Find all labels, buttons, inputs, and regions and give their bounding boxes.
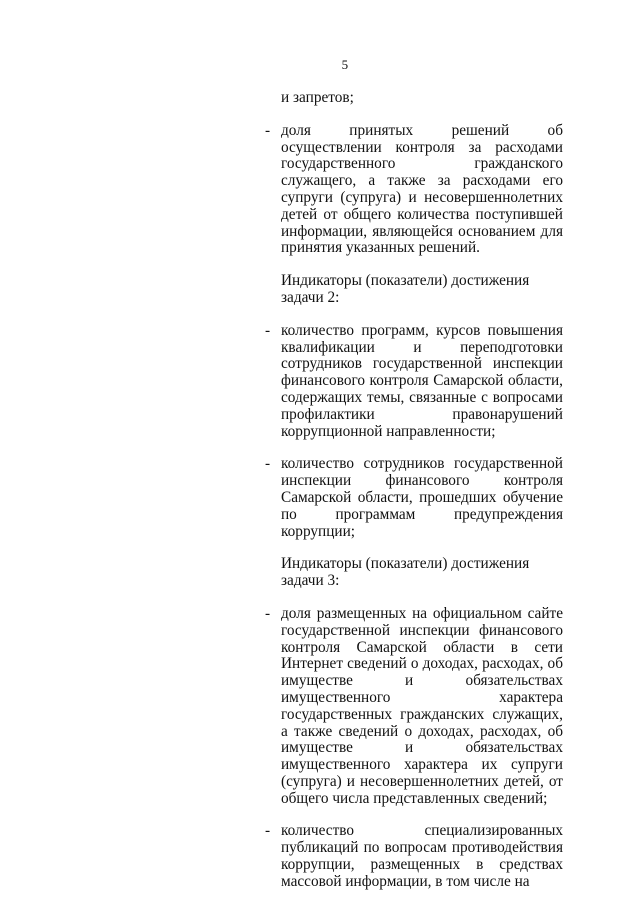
list-item-text: количество специализированных публикаций по вопросам противодействия коррупции, размещенных в средствах массовой информации, в том числе на <box>281 822 563 890</box>
document-body <box>265 90 563 907</box>
list-item <box>265 456 563 540</box>
list-item <box>265 123 563 257</box>
dash-bullet: - <box>265 604 271 622</box>
list-item-text: количество программ, курсов повышения квалификации и переподготовки сотрудников государственной инспекции финансового контроля Самарской области, содержащих темы, связанные с вопросами профилактики правонарушений коррупционной направленности; <box>281 321 563 440</box>
list-item-text: количество сотрудников государственной инспекции финансового контроля Самарской области, прошедших обучение по программам предупреждения коррупции; <box>281 455 563 540</box>
list-item <box>265 606 563 808</box>
list-item-text: доля принятых решений об осуществлении контроля за расходами государственного гражданского служащего, а также за расходами его супруги (супруга) и несовершеннолетних детей от общего количества поступившей информации, являющейся основанием для принятия указанных решений. <box>281 121 563 257</box>
list-item <box>265 323 563 441</box>
indicator-heading-task-3: Индикаторы (показатели) достижения задачи 3: <box>281 555 530 590</box>
dash-bullet: - <box>265 455 271 473</box>
dash-bullet: - <box>265 822 271 840</box>
continuation-text: и запретов; <box>281 89 354 106</box>
page-number: 5 <box>341 57 349 72</box>
list-item-text: доля размещенных на официальном сайте государственной инспекции финансового контроля Самарской области в сети Интернет сведений о доходах, расходах, об имуществе и обязательствах имущественного характера государственных гражданских служащих, а также сведений о доходах, расходах, об имуществе и обязательствах имущественного характера их супруги (супруга) и несовершеннолетних детей, от общего числа представленных сведений; <box>281 604 563 807</box>
indicator-heading-task-2: Индикаторы (показатели) достижения задачи 2: <box>281 272 530 306</box>
list-item <box>265 823 563 890</box>
dash-bullet: - <box>265 321 271 339</box>
dash-bullet: - <box>265 121 271 139</box>
